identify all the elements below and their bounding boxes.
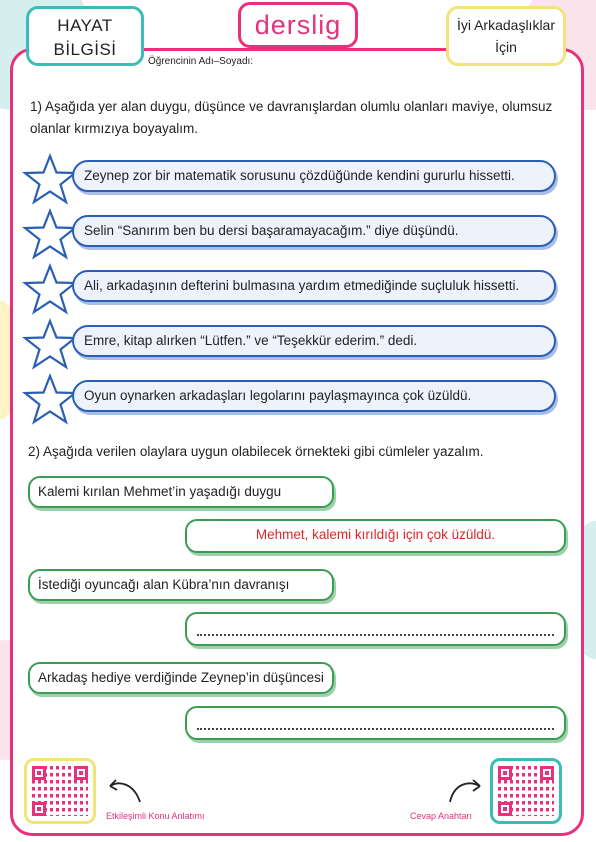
event-prompt: Kalemi kırılan Mehmet’in yaşadığı duygu [28, 476, 334, 508]
curved-arrow-icon [104, 774, 144, 806]
curved-arrow-icon [446, 774, 486, 806]
event-prompt: İstediği oyuncağı alan Kübra’nın davranışı [28, 569, 334, 601]
star-icon[interactable] [22, 373, 78, 425]
qr-finder [540, 766, 554, 780]
brand-logo [238, 2, 358, 48]
qr-finder [498, 802, 512, 816]
qr-finder [32, 766, 46, 780]
subject-box [26, 6, 144, 66]
statement-item[interactable]: Emre, kitap alırken “Lütfen.” ve “Teşekkür ederim.” dedi. [72, 325, 556, 357]
qr-finder [498, 766, 512, 780]
star-icon[interactable] [22, 318, 78, 370]
star-icon[interactable] [22, 153, 78, 205]
subject-line-2: BİLGİSİ [53, 40, 117, 59]
question-1-text: 1) Aşağıda yer alan duygu, düşünce ve davranışlardan olumlu olanları maviye, olumsuz olanlar kırmızıya boyayalım. [30, 99, 553, 136]
example-answer: Mehmet, kalemi kırıldığı için çok üzüldü. [185, 519, 566, 553]
qr-finder [32, 802, 46, 816]
statement-item[interactable]: Selin “Sanırım ben bu dersi başaramayacağım.” diye düşündü. [72, 215, 556, 247]
answer-field[interactable] [185, 612, 566, 646]
brand-text: derslig [254, 10, 342, 40]
qr-code-icon[interactable] [24, 758, 96, 824]
star-icon[interactable] [22, 208, 78, 260]
qr-pattern [498, 766, 554, 816]
subject-line-1: HAYAT [57, 16, 113, 35]
dotted-writing-line [197, 633, 554, 636]
star-icon[interactable] [22, 263, 78, 315]
event-prompt: Arkadaş hediye verdiğinde Zeynep’in düşüncesi [28, 662, 334, 694]
topic-box [446, 6, 566, 66]
answer-field[interactable] [185, 706, 566, 740]
statement-item[interactable]: Oyun oynarken arkadaşları legolarını paylaşmayınca çok üzüldü. [72, 380, 556, 412]
dotted-writing-line [197, 727, 554, 730]
student-name-label: Öğrencinin Adı–Soyadı: [148, 56, 254, 67]
interactive-lesson-label[interactable]: Etkileşimli Konu Anlatımı [106, 811, 205, 821]
qr-finder [74, 766, 88, 780]
statement-item[interactable]: Zeynep zor bir matematik sorusunu çözdüğünde kendini gururlu hissetti. [72, 160, 556, 192]
question-2-text: 2) Aşağıda verilen olaylara uygun olabilecek örnekteki gibi cümleler yazalım. [28, 444, 484, 459]
qr-pattern [32, 766, 88, 816]
qr-code-icon[interactable] [490, 758, 562, 824]
answer-key-label[interactable]: Cevap Anahtarı [410, 811, 473, 821]
topic-line-2: İçin [495, 39, 517, 55]
statement-item[interactable]: Ali, arkadaşının defterini bulmasına yardım etmediğinde suçluluk hissetti. [72, 270, 556, 302]
topic-line-1: İyi Arkadaşlıklar [456, 17, 556, 33]
